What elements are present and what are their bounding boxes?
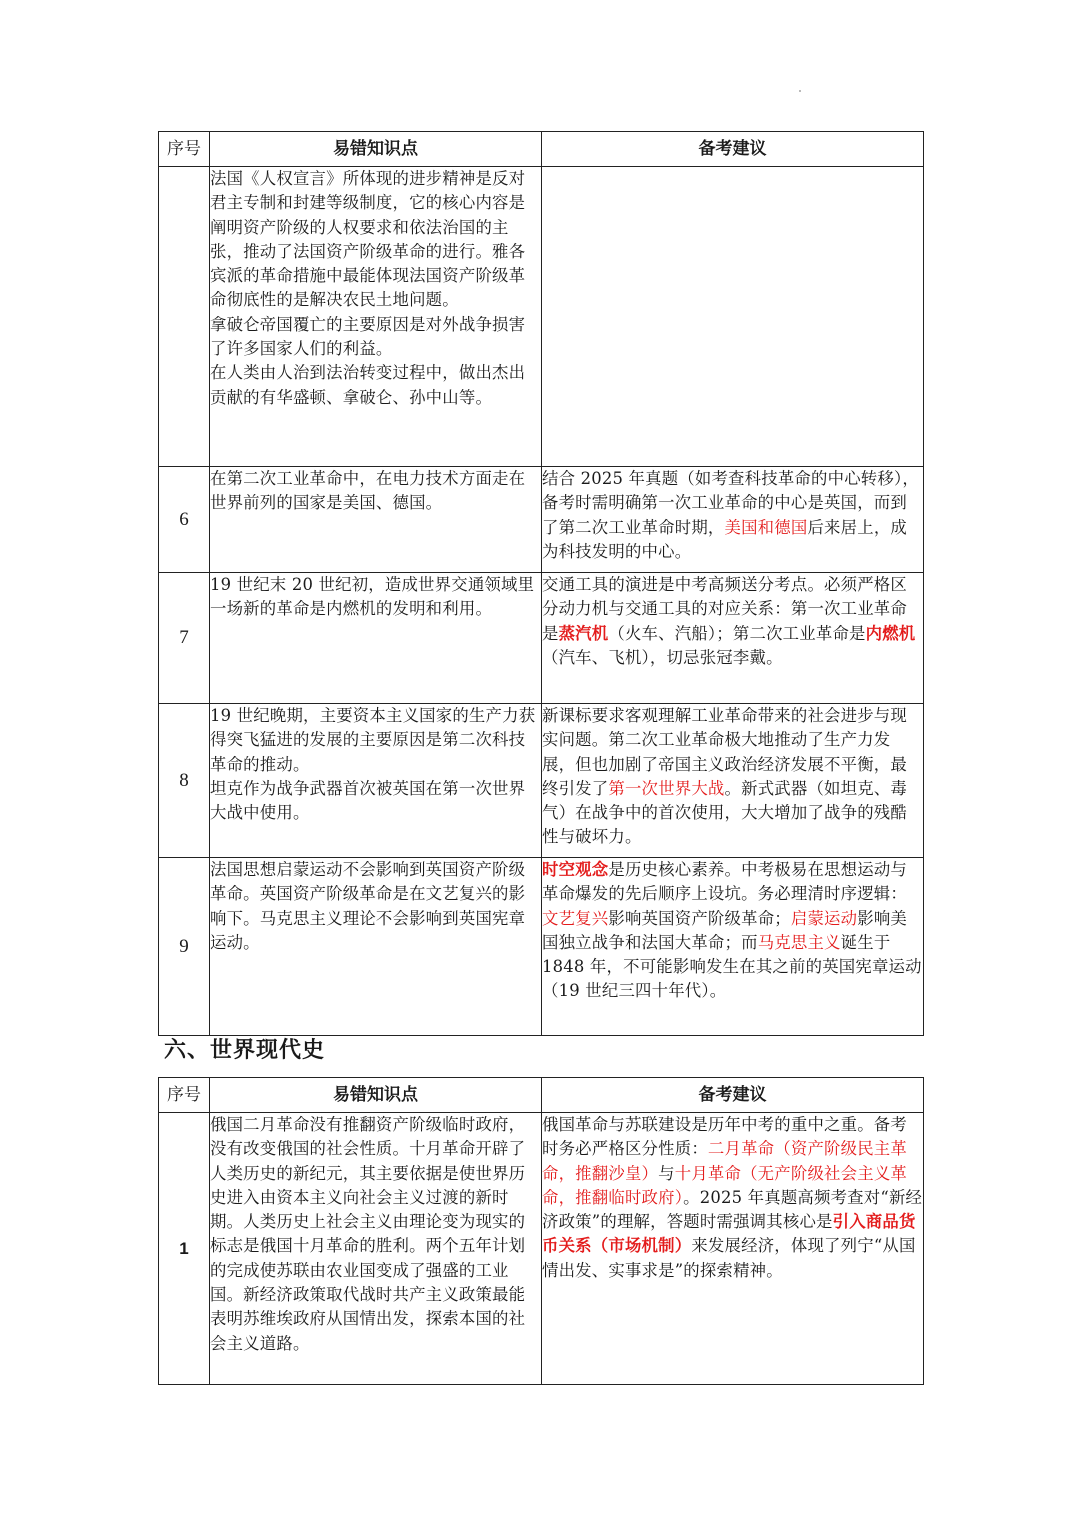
knowledge-paragraph: 拿破仑帝国覆亡的主要原因是对外战争损害了许多国家人们的利益。	[210, 314, 526, 359]
suggestion-highlight: 时空观念	[542, 860, 609, 879]
header-suggestion: 备考建议	[542, 132, 924, 167]
knowledge-paragraph: 19 世纪末 20 世纪初，造成世界交通领域里一场新的革命是内燃机的发明和利用。	[210, 575, 535, 619]
row-index	[159, 167, 210, 467]
table-header-row	[159, 1078, 924, 1113]
suggestion-highlight: 十月革命（无产阶级社会主义革命，推翻临时政府）	[542, 1163, 908, 1207]
knowledge-cell	[210, 573, 542, 704]
table-header-row	[159, 132, 924, 167]
header-knowledge-point: 易错知识点	[210, 1078, 542, 1113]
suggestion-cell	[542, 167, 924, 467]
suggestion-text: （汽车、飞机），切忌张冠李戴。	[542, 647, 783, 667]
table-row	[159, 704, 924, 858]
suggestion-text: 后来居上，成为科技发明的中心。	[542, 517, 907, 561]
row-index: 8	[159, 704, 210, 858]
knowledge-paragraph: 法国《人权宣言》所体现的进步精神是反对君主专制和封建等级制度，它的核心内容是阐明资产阶级的人权要求和依法治国的主张，推动了法国资产阶级革命的进行。雅各宾派的革命措施中最能体现法国资产阶级革命彻底性的是解决农民土地问题。	[210, 169, 526, 310]
suggestion-cell	[542, 573, 924, 704]
table-row	[159, 467, 924, 573]
suggestion-text: 新课标要求客观理解工业革命带来的社会进步与现实问题。第二次工业革命极大地推动了生产力发展，但也加剧了帝国主义政治经济发展不平衡，最终引发了	[542, 706, 907, 798]
knowledge-cell	[210, 858, 542, 1036]
suggestion-text: 。2025 年真题高频考查对“新经济政策”的理解，答题时需强调其核心是	[542, 1187, 923, 1232]
suggestion-text: 来发展经济，体现了列宁“从国情出发、实事求是”的探索精神。	[542, 1236, 916, 1280]
knowledge-paragraph: 在第二次工业革命中，在电力技术方面走在世界前列的国家是美国、德国。	[210, 469, 526, 513]
row-index: 9	[159, 858, 210, 1036]
knowledge-paragraph: 俄国二月革命没有推翻资产阶级临时政府，没有改变俄国的社会性质。十月革命开辟了人类历史的新纪元，其主要依据是使世界历史进入由资本主义向社会主义过渡的新时期。人类历史上社会主义由理论变为现实的标志是俄国十月革命的胜利。两个五年计划的完成使苏联由农业国变成了强盛的工业国。新经济政策取代战时共产主义政策最能表明苏维埃政府从国情出发，探索本国的社会主义道路。	[210, 1115, 526, 1353]
suggestion-highlight: 引入商品货币关系（市场机制）	[542, 1212, 916, 1256]
suggestion-highlight: 启蒙运动	[790, 908, 858, 928]
knowledge-cell	[210, 704, 542, 858]
table-row	[159, 573, 924, 704]
suggestion-text: （火车、汽船）；第二次工业革命是	[608, 623, 866, 643]
section-title: 六、世界现代史	[164, 1037, 326, 1063]
header-index: 序号	[159, 1078, 210, 1113]
suggestion-text: 诞生于 1848 年，不可能影响发生在其之前的英国宪章运动（19 世纪三四十年代）。	[542, 932, 922, 1001]
suggestion-highlight: 第一次世界大战	[608, 778, 725, 798]
suggestion-highlight: 美国和德国	[724, 517, 808, 537]
knowledge-cell	[210, 467, 542, 573]
knowledge-paragraph: 法国思想启蒙运动不会影响到英国资产阶级革命。英国资产阶级革命是在文艺复兴的影响下。马克思主义理论不会影响到英国宪章运动。	[210, 860, 526, 952]
suggestion-cell	[542, 858, 924, 1036]
suggestion-highlight: 文艺复兴	[542, 908, 609, 928]
table-world-modern-history-part	[158, 131, 924, 1036]
knowledge-paragraph: 坦克作为战争武器首次被英国在第一次世界大战中使用。	[210, 778, 526, 823]
page-dot	[799, 90, 801, 92]
header-suggestion: 备考建议	[542, 1078, 924, 1113]
knowledge-paragraph: 19 世纪晚期，主要资本主义国家的生产力获得突飞猛进的发展的主要原因是第二次科技革命的推动。	[210, 706, 536, 774]
suggestion-text: 结合 2025 年真题（如考查科技革命的中心转移），备考时需明确第一次工业革命的中心是英国，而到了第二次工业革命时期，	[542, 469, 919, 537]
header-index: 序号	[159, 132, 210, 167]
suggestion-cell	[542, 1113, 924, 1385]
row-index: 1	[159, 1113, 210, 1385]
suggestion-highlight: 内燃机	[865, 623, 916, 643]
suggestion-text: 俄国革命与苏联建设是历年中考的重中之重。备考时务必严格区分性质：	[542, 1115, 907, 1159]
suggestion-text: 影响美国独立战争和法国大革命；而	[542, 908, 908, 952]
row-index: 6	[159, 467, 210, 573]
suggestion-highlight: 二月革命（资产阶级民主革命，推翻沙皇）	[542, 1139, 907, 1183]
row-index: 7	[159, 573, 210, 704]
suggestion-cell	[542, 467, 924, 573]
suggestion-text: 与	[658, 1163, 675, 1183]
knowledge-cell	[210, 1113, 542, 1385]
suggestion-text: 交通工具的演进是中考高频送分考点。必须严格区分动力机与交通工具的对应关系：第一次工业革命是	[542, 575, 907, 643]
suggestion-cell	[542, 704, 924, 858]
table-world-contemporary-history	[158, 1077, 924, 1385]
table-row	[159, 167, 924, 467]
suggestion-highlight: 马克思主义	[757, 932, 841, 952]
table-row	[159, 858, 924, 1036]
header-knowledge-point: 易错知识点	[210, 132, 542, 167]
knowledge-paragraph: 在人类由人治到法治转变过程中，做出杰出贡献的有华盛顿、拿破仑、孙中山等。	[210, 363, 526, 407]
suggestion-text: 影响英国资产阶级革命；	[608, 908, 791, 928]
suggestion-highlight: 蒸汽机	[558, 623, 609, 643]
table-row	[159, 1113, 924, 1385]
knowledge-cell	[210, 167, 542, 467]
suggestion-text: 。新式武器（如坦克、毒气）在战争中的首次使用，大大增加了战争的残酷性与破坏力。	[542, 778, 908, 847]
suggestion-text: 是历史核心素养。中考极易在思想运动与革命爆发的先后顺序上设坑。务必理清时序逻辑：	[542, 860, 908, 904]
